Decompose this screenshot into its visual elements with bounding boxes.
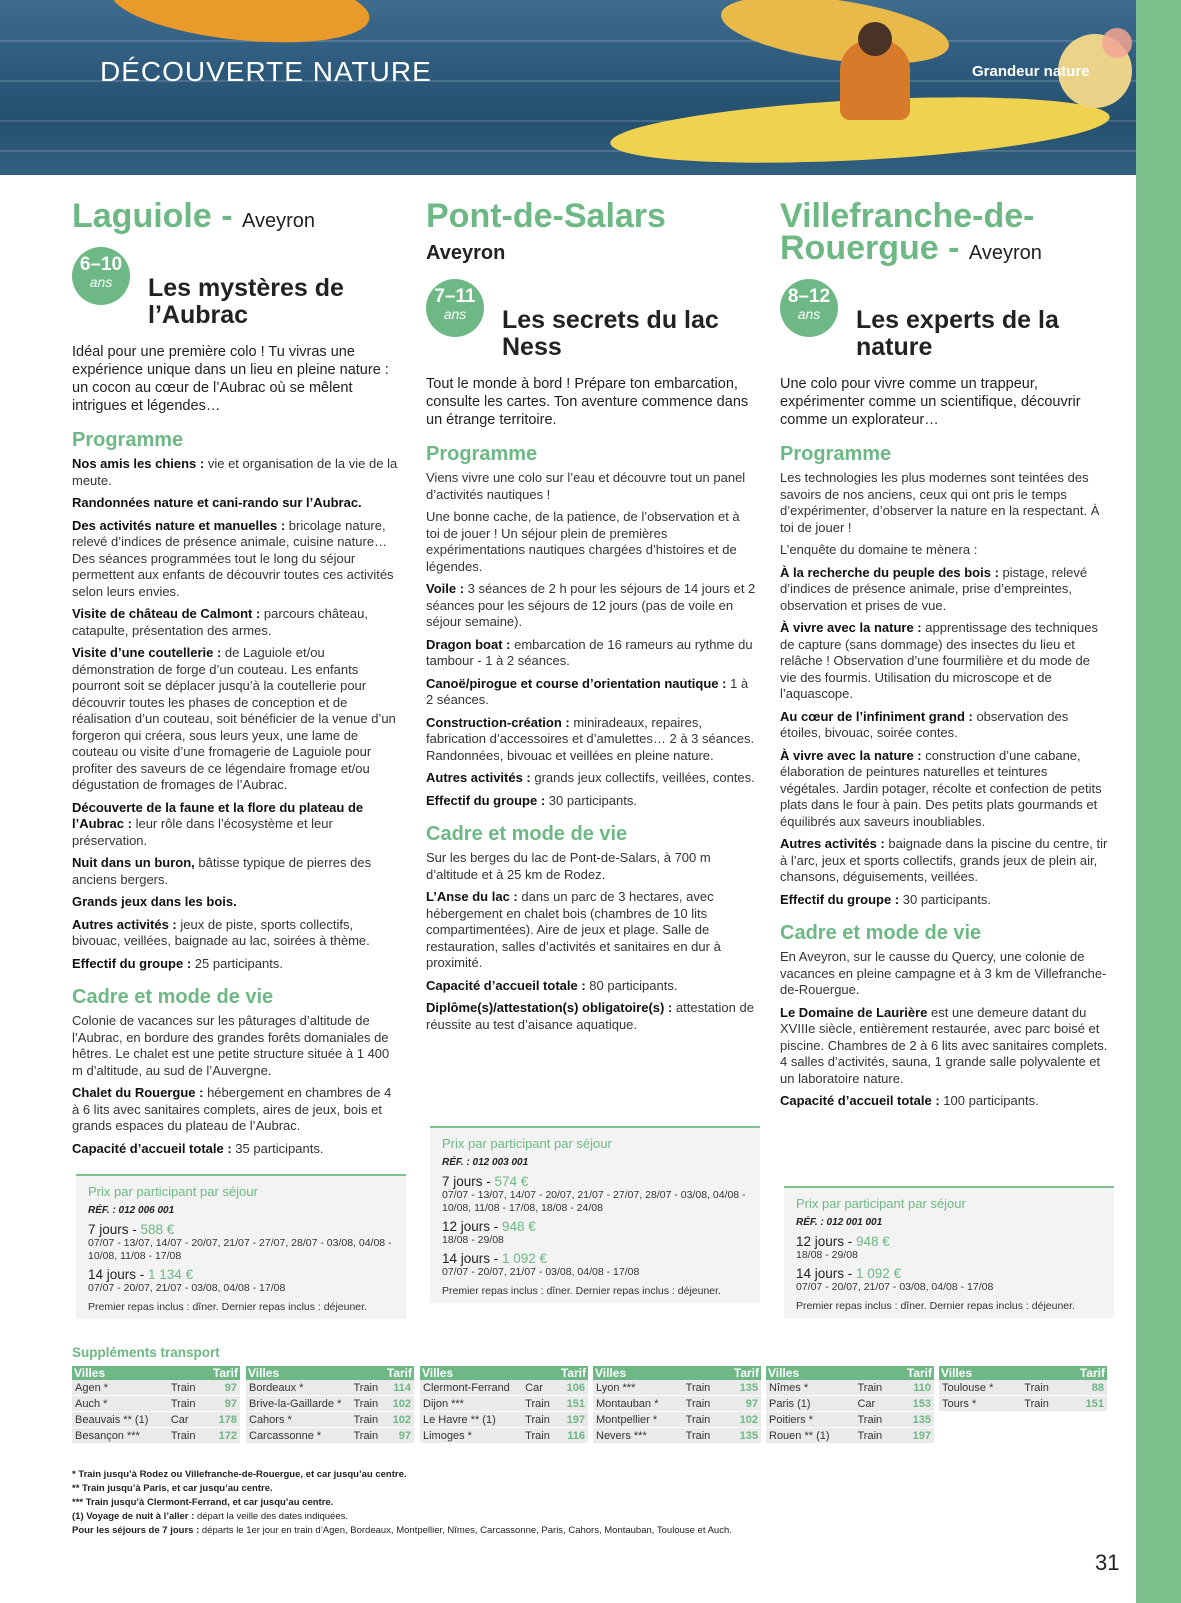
bold-lead: L’Anse du lac :	[426, 889, 518, 904]
tarif: 197	[556, 1412, 588, 1428]
programme-item: Construction-création : miniradeaux, repaires, fabrication d’accessoires et d’amulettes… 2 à 3 séances. Randonnées, bivouac et veillées en pleine nature.	[426, 714, 755, 763]
price-ref: RÉF. : 012 006 001	[88, 1205, 175, 1216]
bold-lead: Effectif du groupe :	[426, 792, 546, 808]
transport-row	[420, 1428, 588, 1444]
price-note: Premier repas inclus : dîner. Dernier repas inclus : déjeuner.	[88, 1301, 367, 1313]
price-duration: 12 jours - 948 €	[796, 1234, 890, 1249]
side-bar	[1136, 0, 1181, 1603]
programme-item: À vivre avec la nature : apprentissage des techniques de capture (sans dommage) des insectes du lieu et relâche ! Observation d’une fourmilière et du mode de vie des fourmis. Utilisation du microscope et de l’aquascope.	[780, 620, 1098, 701]
city: Limoges *	[420, 1428, 522, 1444]
programme-item: Viens vivre une colo sur l’eau et découvre tout un panel d’activités nautiques !	[426, 470, 746, 502]
bold-lead: Découverte de la faune et la flore du plateau de l’Aubrac :	[72, 799, 364, 831]
programme-item: L’enquête du domaine te mènera :	[780, 542, 978, 557]
age-badge	[426, 279, 484, 337]
tarif: 114	[383, 1380, 414, 1396]
price-duration: 14 jours - 1 134 €	[88, 1267, 194, 1282]
programme-item: À vivre avec la nature : construction d’une cabane, élaboration de peintures naturelles et teintures végétales. Jardin potager, récolte et confection de petits plats dans le four à pain. Des petits plats gourmands et équilibrés aux saveurs inoubliables.	[780, 747, 1102, 829]
col-tarif: Tarif	[895, 1366, 934, 1380]
mode: Car	[854, 1396, 895, 1412]
stay-title: Les mystères de l’Aubrac	[148, 274, 344, 329]
col-villes: Villes	[246, 1366, 383, 1380]
tarif: 102	[723, 1412, 761, 1428]
programme-heading: Programme	[72, 429, 184, 451]
price-value: 1 092 €	[856, 1266, 902, 1281]
mode: Train	[1021, 1380, 1065, 1396]
age-unit: ans	[89, 274, 113, 290]
cadre-item: Capacité d’accueil totale : 100 participants.	[780, 1093, 1039, 1108]
kayak-image	[107, 0, 373, 53]
mode: Train	[350, 1412, 383, 1428]
price-dates: 07/07 - 20/07, 21/07 - 03/08, 04/08 - 17/08	[442, 1266, 640, 1278]
programme-heading: Programme	[426, 443, 538, 465]
city: Toulouse *	[939, 1380, 1021, 1396]
mode: Train	[350, 1428, 383, 1444]
programme-item	[72, 495, 402, 512]
city: Bordeaux *	[246, 1380, 350, 1396]
tarif: 153	[895, 1396, 934, 1412]
bold-lead: Le Domaine de Laurière	[780, 1004, 928, 1020]
bold-lead: Capacité d’accueil totale :	[780, 1093, 940, 1108]
programme-item: Les technologies les plus modernes sont teintées des savoirs de nos anciens, ceux qui ont pris le temps d’expérimenter, d’observer la nature en la respectant. À toi de jouer !	[780, 470, 1100, 535]
programme-item: Dragon boat : embarcation de 16 rameurs au rythme du tambour - 1 à 2 séances.	[426, 636, 753, 668]
transport-table	[420, 1366, 588, 1444]
programme-item: À la recherche du peuple des bois : pistage, relevé d’indices de présence animale, prise d’empreintes, observation et prises de vue.	[780, 564, 1088, 613]
cadre-item: Colonie de vacances sur les pâturages d’altitude de l’Aubrac, en bordure des grandes forêts domaniales de hêtres. Le chalet est une petite structure située à 1 400 m d’altitude, au sud de l’Auvergne.	[72, 1013, 390, 1078]
tarif: 197	[895, 1428, 934, 1444]
tarif: 97	[723, 1396, 761, 1412]
programme-item: Nos amis les chiens : vie et organisation de la vie de la meute.	[72, 456, 398, 488]
tarif: 135	[723, 1380, 761, 1396]
price-value: 948 €	[856, 1234, 890, 1249]
programme-item: Effectif du groupe : 25 participants.	[72, 955, 283, 971]
tarif: 135	[895, 1412, 934, 1428]
transport-table	[593, 1366, 761, 1444]
footnote-line: ** Train jusqu’à Paris, et car jusqu’au centre.	[72, 1483, 273, 1494]
bold-lead: À vivre avec la nature :	[780, 747, 922, 763]
price-value: 588 €	[140, 1222, 175, 1237]
bold-lead: Randonnées nature et cani-rando sur l’Aubrac.	[72, 495, 362, 510]
section-badge: Grandeur nature	[972, 63, 1090, 80]
mode: Train	[168, 1428, 205, 1444]
region-label: Aveyron	[242, 210, 316, 232]
city: Paris (1)	[766, 1396, 854, 1412]
bold-lead: Nos amis les chiens :	[72, 456, 205, 471]
price-dates: 07/07 - 13/07, 14/07 - 20/07, 21/07 - 27/07, 28/07 - 03/08, 04/08 - 10/08, 11/08 - 17/08	[88, 1237, 392, 1262]
destination-title: Laguiole - Aveyron	[72, 197, 316, 235]
programme-item: Découverte de la faune et la flore du plateau de l’Aubrac : leur rôle dans l’écosystème et leur préservation.	[72, 799, 364, 848]
transport-row	[72, 1428, 240, 1444]
bold-lead: Visite de château de Calmont :	[72, 606, 261, 621]
footnote-line: * Train jusqu’à Rodez ou Villefranche-de-Rouergue, et car jusqu’au centre.	[72, 1469, 407, 1480]
age-badge	[72, 247, 130, 305]
transport-table	[72, 1366, 240, 1444]
tarif: 110	[895, 1380, 934, 1396]
transport-row	[246, 1380, 414, 1396]
footnote-line: Pour les séjours de 7 jours : départs le 1er jour en train d’Agen, Bordeaux, Montpellier, Nîmes, Carcassonne, Paris, Cahors, Montauban, Toulouse et Auch.	[72, 1525, 732, 1536]
transport-table	[939, 1366, 1107, 1412]
tarif: 97	[205, 1380, 240, 1396]
programme-item	[72, 894, 402, 911]
price-dates: 07/07 - 20/07, 21/07 - 03/08, 04/08 - 17/08	[88, 1282, 286, 1294]
age-header	[426, 279, 756, 369]
col-villes: Villes	[593, 1366, 723, 1380]
mode: Train	[350, 1380, 383, 1396]
price-duration: 12 jours - 948 €	[442, 1219, 536, 1234]
city: Brive-la-Gaillarde *	[246, 1396, 350, 1412]
age-header	[780, 279, 1110, 369]
column-2	[426, 197, 756, 1039]
col-villes: Villes	[766, 1366, 895, 1380]
price-duration: 14 jours - 1 092 €	[796, 1266, 902, 1281]
region-label: Aveyron	[426, 242, 506, 264]
city: Lyon ***	[593, 1380, 683, 1396]
programme-item: Visite de château de Calmont : parcours château, catapulte, présentation des armes.	[72, 606, 368, 638]
price-duration: 7 jours - 588 €	[88, 1222, 175, 1237]
transport-row	[593, 1380, 761, 1396]
programme-item: Des activités nature et manuelles : bricolage nature, relevé d’indices de présence animale, cuisine nature… Des séances programmées tout le long du séjour permettent aux enfants de découvrir toutes ces activités selon leurs envies.	[72, 517, 394, 599]
bold-lead: À vivre avec la nature :	[780, 620, 922, 635]
transport-row	[420, 1396, 588, 1412]
mode: Train	[522, 1428, 556, 1444]
cadre-item: Diplôme(s)/attestation(s) obligatoire(s) : attestation de réussite au test d’aisance aquatique.	[426, 1000, 754, 1032]
price-note: Premier repas inclus : dîner. Dernier repas inclus : déjeuner.	[796, 1300, 1075, 1312]
transport-table	[766, 1366, 934, 1444]
footnote-line: (1) Voyage de nuit à l’aller : départ la veille des dates indiquées.	[72, 1511, 348, 1522]
footnote-text: départs le 1er jour en train d’Agen, Bordeaux, Montpellier, Nîmes, Carcassonne, Paris, Cahors, Montauban, Toulouse et Auch.	[199, 1525, 732, 1536]
column-1	[72, 197, 402, 1163]
bold-lead: Voile :	[426, 581, 465, 596]
city: Tours *	[939, 1396, 1021, 1412]
tarif: 135	[723, 1428, 761, 1444]
mode: Train	[683, 1380, 723, 1396]
programme-heading: Programme	[780, 443, 892, 465]
col-tarif: Tarif	[723, 1366, 761, 1380]
bold-lead: Au cœur de l’infiniment grand :	[780, 708, 973, 724]
tarif: 97	[383, 1428, 414, 1444]
programme-item: Voile : 3 séances de 2 h pour les séjours de 14 jours et 2 séances pour les séjours de 12 jours (pas de voile en séjour semaine).	[426, 581, 756, 629]
tarif: 151	[1065, 1396, 1107, 1412]
transport-row	[766, 1396, 934, 1412]
cadre-item: Capacité d’accueil totale : 80 participants.	[426, 977, 678, 993]
mode: Car	[522, 1380, 556, 1396]
mode: Train	[522, 1396, 556, 1412]
price-duration: 14 jours - 1 092 €	[442, 1251, 548, 1266]
cadre-item: Sur les berges du lac de Pont-de-Salars, à 700 m d’altitude et à 25 km de Rodez.	[426, 850, 711, 882]
city: Nevers ***	[593, 1428, 683, 1444]
age-badge	[780, 279, 838, 337]
bold-lead: Des activités nature et manuelles :	[72, 517, 286, 533]
intro-text: Idéal pour une première colo ! Tu vivras une expérience unique dans un lieu en pleine nature : un cocon au cœur de l’Aubrac où se mêlent intrigues et légendes…	[72, 344, 389, 414]
price-note: Premier repas inclus : dîner. Dernier repas inclus : déjeuner.	[442, 1285, 721, 1297]
transport-row	[246, 1412, 414, 1428]
bold-lead: Autres activités :	[426, 770, 531, 785]
footnote-line: *** Train jusqu’à Clermont-Ferrand, et car jusqu’au centre.	[72, 1497, 334, 1508]
col-tarif: Tarif	[556, 1366, 588, 1380]
mode: Train	[522, 1412, 556, 1428]
bold-lead: À la recherche du peuple des bois :	[780, 564, 999, 580]
programme-item: Autres activités : grands jeux collectifs, veillées, contes.	[426, 770, 755, 785]
city: Cahors *	[246, 1412, 350, 1428]
city: Nîmes *	[766, 1380, 854, 1396]
kayak-image	[717, 0, 953, 76]
programme-item: Une bonne cache, de la patience, de l’observation et à toi de jouer ! Un séjour plein de premières expérimentations nautiques chargées d’histoires et de légendes.	[426, 509, 740, 574]
tarif: 102	[383, 1396, 414, 1412]
col-tarif: Tarif	[1065, 1366, 1107, 1380]
column-3	[780, 197, 1110, 1116]
transport-row	[939, 1396, 1107, 1412]
transport-row	[766, 1380, 934, 1396]
city: Montpellier *	[593, 1412, 683, 1428]
bold-lead: Capacité d’accueil totale :	[72, 1140, 232, 1156]
price-dates: 18/08 - 29/08	[796, 1249, 858, 1261]
age-header	[72, 247, 402, 337]
transport-row	[420, 1412, 588, 1428]
tarif: 106	[556, 1380, 588, 1396]
footnotes	[72, 1468, 732, 1538]
mode: Train	[168, 1380, 205, 1396]
bold-lead: Chalet du Rouergue :	[72, 1085, 204, 1100]
programme-item: Nuit dans un buron, bâtisse typique de pierres des anciens bergers.	[72, 855, 372, 887]
city: Carcassonne *	[246, 1428, 350, 1444]
bold-lead: Capacité d’accueil totale :	[426, 977, 586, 993]
bold-lead: Diplôme(s)/attestation(s) obligatoire(s) :	[426, 1000, 673, 1015]
city: Beauvais ** (1)	[72, 1412, 168, 1428]
transport-row	[766, 1412, 934, 1428]
bold-lead: Grands jeux dans les bois.	[72, 894, 237, 909]
page-number: 31	[1095, 1550, 1120, 1575]
cadre-item: Le Domaine de Laurière est une demeure datant du XVIIIe siècle, entièrement restaurée, avec parc boisé et piscine. Chambres de 2 à 6 lits avec sanitaires complets. 4 salles d’activités, sauna, 1 grande salle polyvalente et un laboratoire nature.	[780, 1004, 1108, 1086]
header-banner	[0, 0, 1136, 175]
programme-item: Visite d’une coutellerie : de Laguiole et/ou démonstration de forge d’un couteau. Les enfants pourront soit se déplacer jusqu’à la coutellerie pour découvrir toutes les phases de conception et de réalisation d’un couteau, soit bénéficier de la venue d’un forgeron qui créera, sous leurs yeux, une lame de couteau ou visite d’une fromagerie de Laguiole pour profiter des saveurs de ce légendaire fromage et/ou dégustation de fromages de l’Aubrac.	[72, 645, 396, 792]
mode: Train	[854, 1380, 895, 1396]
cadre-item: Chalet du Rouergue : hébergement en chambres de 4 à 6 lits avec sanitaires complets, aires de jeux, bois et grands espaces du plateau de l’Aubrac.	[72, 1085, 392, 1133]
bold-lead: Visite d’une coutellerie :	[72, 645, 222, 660]
age-range: 6–10	[79, 254, 123, 275]
age-unit: ans	[443, 306, 467, 322]
stay-title: Les secrets du lac Ness	[502, 306, 719, 361]
destination-title: Pont-de-Salars Aveyron	[426, 197, 666, 264]
mode: Train	[683, 1412, 723, 1428]
transport-table	[246, 1366, 414, 1444]
programme-item: Au cœur de l’infiniment grand : observation des étoiles, bivouac, soirée contes.	[780, 708, 1069, 740]
age-range: 7–11	[434, 286, 476, 307]
programme-item: Autres activités : jeux de piste, sports collectifs, bivouac, veillées, baignade au lac, soirées à thème.	[72, 916, 370, 948]
price-value: 1 092 €	[502, 1251, 548, 1266]
transport-row	[72, 1380, 240, 1396]
city: Dijon ***	[420, 1396, 522, 1412]
city: Besançon ***	[72, 1428, 168, 1444]
transport-row	[420, 1380, 588, 1396]
price-duration: 7 jours - 574 €	[442, 1174, 529, 1189]
tarif: 116	[556, 1428, 588, 1444]
bold-lead: Construction-création :	[426, 714, 570, 730]
transport-row	[72, 1412, 240, 1428]
city: Auch *	[72, 1396, 168, 1412]
col-tarif: Tarif	[383, 1366, 414, 1380]
mode: Train	[683, 1396, 723, 1412]
transport-row	[593, 1396, 761, 1412]
tarif: 151	[556, 1396, 588, 1412]
transport-row	[72, 1396, 240, 1412]
tarif: 172	[205, 1428, 240, 1444]
price-value: 948 €	[502, 1219, 536, 1234]
cadre-item: L’Anse du lac : dans un parc de 3 hectares, avec hébergement en chalet bois (chambres de 10 lits compartimentées). Aire de jeux et plage. Salle de restauration, salles d’activités et sanitaires en dur à proximité.	[426, 889, 721, 970]
col-tarif: Tarif	[205, 1366, 240, 1380]
tarif: 178	[205, 1412, 240, 1428]
transport-row	[246, 1396, 414, 1412]
bold-lead: Canoë/pirogue et course d’orientation nautique :	[426, 675, 727, 691]
price-ref: RÉF. : 012 003 001	[442, 1157, 529, 1168]
price-dates: 18/08 - 29/08	[442, 1234, 504, 1246]
mode: Train	[350, 1396, 383, 1412]
cadre-item: Capacité d’accueil totale : 35 participants.	[72, 1140, 324, 1156]
col-villes: Villes	[72, 1366, 205, 1380]
price-box	[76, 1174, 406, 1319]
stay-title: Les experts de la nature	[856, 306, 1059, 361]
intro-text: Une colo pour vivre comme un trappeur, expérimenter comme un scientifique, découvrir comme un explorateur…	[780, 376, 1081, 428]
cadre-item: En Aveyron, sur le causse du Quercy, une colonie de vacances en pleine campagne et à 3 km de Villefranche-de-Rouergue.	[780, 949, 1107, 997]
region-label: Aveyron	[968, 242, 1042, 264]
mode: Train	[1021, 1396, 1065, 1412]
mode: Train	[854, 1412, 895, 1428]
mode: Train	[683, 1428, 723, 1444]
age-unit: ans	[797, 306, 821, 322]
price-dates: 07/07 - 13/07, 14/07 - 20/07, 21/07 - 27/07, 28/07 - 03/08, 04/08 - 10/08, 11/08 - 17/08, 18/08 - 24/08	[442, 1189, 746, 1214]
bold-lead: Autres activités :	[72, 916, 177, 932]
price-box	[784, 1186, 1114, 1318]
mode: Train	[854, 1428, 895, 1444]
programme-item: Effectif du groupe : 30 participants.	[426, 792, 637, 808]
col-villes: Villes	[939, 1366, 1065, 1380]
bold-lead: Dragon boat :	[426, 636, 511, 652]
tarif: 88	[1065, 1380, 1107, 1396]
price-heading: Prix par participant par séjour	[796, 1196, 966, 1211]
programme-item: Autres activités : baignade dans la piscine du centre, tir à l’arc, jeux et sports collectifs, grands jeux de plein air, chansons, déguisements, veillées.	[780, 836, 1108, 884]
city: Poitiers *	[766, 1412, 854, 1428]
cadre-heading: Cadre et mode de vie	[72, 986, 274, 1008]
mode: Train	[168, 1396, 205, 1412]
transport-row	[939, 1380, 1107, 1396]
city: Agen *	[72, 1380, 168, 1396]
destination-title: Villefranche-de- Rouergue - Aveyron	[780, 197, 1042, 267]
transport-row	[593, 1412, 761, 1428]
tarif: 97	[205, 1396, 240, 1412]
programme-item: Canoë/pirogue et course d’orientation nautique : 1 à 2 séances.	[426, 675, 749, 707]
col-villes: Villes	[420, 1366, 556, 1380]
bold-lead: Effectif du groupe :	[780, 891, 900, 907]
price-ref: RÉF. : 012 001 001	[796, 1217, 883, 1228]
price-heading: Prix par participant par séjour	[88, 1184, 258, 1199]
cadre-heading: Cadre et mode de vie	[426, 823, 628, 845]
bold-lead: Autres activités :	[780, 836, 885, 851]
cadre-heading: Cadre et mode de vie	[780, 922, 982, 944]
bold-lead: Effectif du groupe :	[72, 955, 192, 971]
transport-row	[593, 1428, 761, 1444]
city: Rouen ** (1)	[766, 1428, 854, 1444]
section-title: DÉCOUVERTE NATURE	[100, 56, 432, 87]
programme-item: Effectif du groupe : 30 participants.	[780, 891, 991, 907]
price-heading: Prix par participant par séjour	[442, 1136, 612, 1151]
bold-lead: Nuit dans un buron,	[72, 855, 195, 870]
price-value: 574 €	[494, 1174, 529, 1189]
age-range: 8–12	[787, 286, 831, 307]
transport-title: Suppléments transport	[72, 1345, 220, 1360]
mode: Car	[168, 1412, 205, 1428]
city: Montauban *	[593, 1396, 683, 1412]
price-value: 1 134 €	[148, 1267, 194, 1282]
transport-row	[246, 1428, 414, 1444]
intro-text: Tout le monde à bord ! Prépare ton embarcation, consulte les cartes. Ton aventure commence dans un étrange territoire.	[426, 376, 749, 428]
price-dates: 07/07 - 20/07, 21/07 - 03/08, 04/08 - 17/08	[796, 1281, 994, 1293]
transport-row	[766, 1428, 934, 1444]
footnote-text: départ la veille des dates indiquées.	[194, 1511, 348, 1522]
price-box	[430, 1126, 760, 1303]
city: Le Havre ** (1)	[420, 1412, 522, 1428]
city: Clermont-Ferrand	[420, 1380, 522, 1396]
tarif: 102	[383, 1412, 414, 1428]
